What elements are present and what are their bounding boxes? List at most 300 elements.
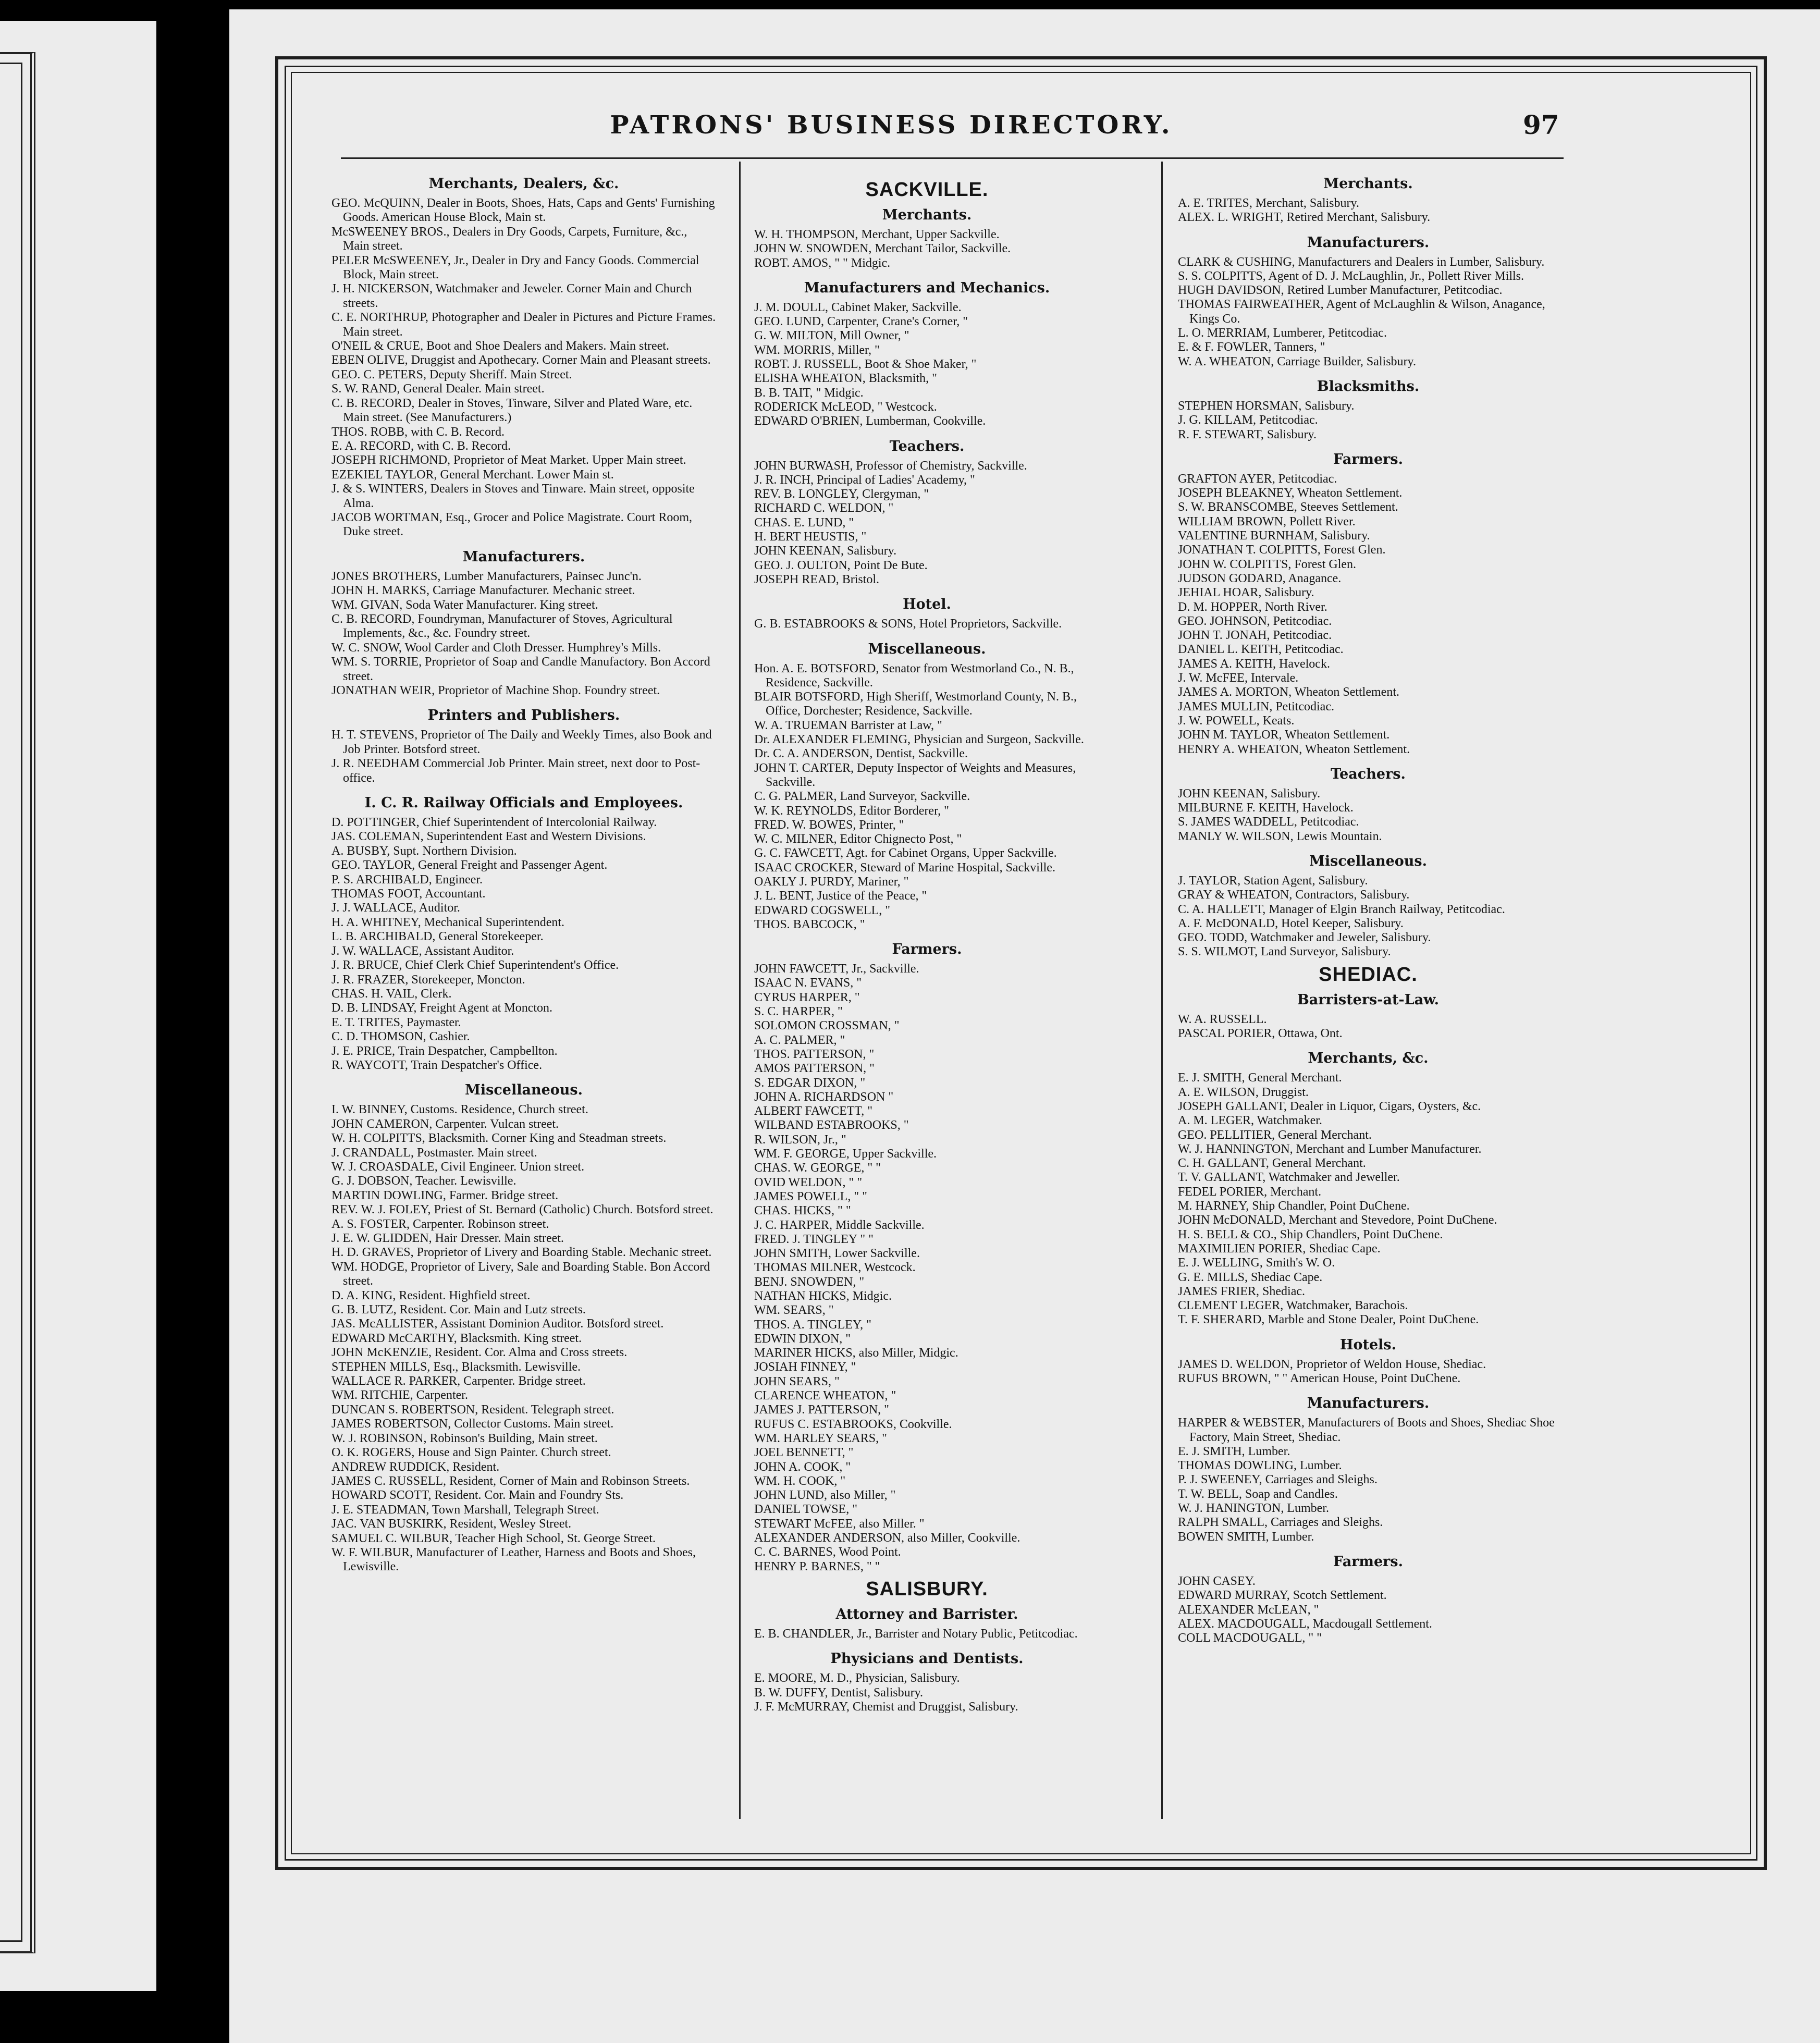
directory-entry: T. W. BELL, Soap and Candles. (1178, 1487, 1338, 1501)
middle-column (754, 175, 1100, 1714)
directory-entry: JAMES C. RUSSELL, Resident, Corner of Main and Robinson Streets. (331, 1474, 690, 1488)
directory-section (754, 640, 1100, 932)
page-title: PATRONS' BUSINESS DIRECTORY. (610, 110, 1173, 140)
directory-entry: D. B. LINDSAY, Freight Agent at Moncton. (331, 1001, 553, 1015)
section-heading: Merchants. (882, 207, 972, 223)
directory-entry: CLARK & CUSHING, Manufacturers and Dealers in Lumber, Salisbury. (1178, 255, 1545, 269)
directory-entry: ALEXANDER ANDERSON, also Miller, Cookville. (754, 1531, 1020, 1545)
directory-entry: JOHN T. JONAH, Petitcodiac. (1178, 629, 1332, 643)
directory-entry: THOMAS DOWLING, Lumber. (1178, 1459, 1342, 1473)
directory-entry: MARINER HICKS, also Miller, Midgic. (754, 1346, 958, 1360)
section-heading: Printers and Publishers. (427, 707, 620, 724)
directory-entry: OVID WELDON, " " (754, 1175, 863, 1189)
directory-entry: VALENTINE BURNHAM, Salisbury. (1178, 529, 1370, 543)
directory-entry: M. HARNEY, Ship Chandler, Point DuChene. (1178, 1199, 1410, 1213)
directory-entry: JAMES A. KEITH, Havelock. (1178, 657, 1330, 671)
directory-entry: ELISHA WHEATON, Blacksmith, " (754, 372, 937, 386)
directory-entry: ROBT. J. RUSSELL, Boot & Shoe Maker, " (754, 358, 977, 372)
directory-section (331, 706, 716, 785)
directory-entry: H. D. GRAVES, Proprietor of Livery and Boarding Stable. Mechanic street. (331, 1246, 712, 1260)
directory-entry: HUGH DAVIDSON, Retired Lumber Manufacturer, Petitcodiac. (1178, 284, 1503, 298)
directory-entry: L. O. MERRIAM, Lumberer, Petitcodiac. (1178, 326, 1387, 340)
directory-entry: DANIEL TOWSE, " (754, 1503, 857, 1517)
directory-entry: EZEKIEL TAYLOR, General Merchant. Lower Main st. (331, 467, 614, 482)
directory-entry: J. CRANDALL, Postmaster. Main street. (331, 1146, 537, 1160)
directory-entry: ALEXANDER McLEAN, " (1178, 1603, 1319, 1617)
directory-entry: JOHN LUND, also Miller, " (754, 1488, 896, 1503)
directory-entry: EBEN OLIVE, Druggist and Apothecary. Corner Main and Pleasant streets. (331, 353, 711, 367)
directory-entry: R. WAYCOTT, Train Despatcher's Office. (331, 1058, 543, 1072)
directory-entry: CHAS. H. VAIL, Clerk. (331, 987, 452, 1001)
directory-entry: A. E. TRITES, Merchant, Salisbury. (1178, 196, 1359, 210)
directory-entry: McSWEENEY BROS., Dealers in Dry Goods, Carpets, Furniture, &c., Main street. (331, 225, 687, 253)
directory-entry: Hon. A. E. BOTSFORD, Senator from Westmorland Co., N. B., Residence, Sackville. (754, 661, 1074, 690)
directory-entry: A. M. LEGER, Watchmaker. (1178, 1114, 1322, 1128)
directory-entry: REV. W. J. FOLEY, Priest of St. Bernard (Catholic) Church. Botsford street. (331, 1203, 714, 1217)
section-heading: Miscellaneous. (1309, 853, 1428, 869)
directory-entry: EDWARD COGSWELL, " (754, 903, 891, 917)
directory-entry: W. K. REYNOLDS, Editor Borderer, " (754, 804, 949, 818)
page-number: 97 (1523, 109, 1559, 140)
directory-entry: J. R. INCH, Principal of Ladies' Academy, " (754, 473, 975, 487)
directory-entry: MILBURNE F. KEITH, Havelock. (1178, 801, 1354, 815)
directory-entry: PELER McSWEENEY, Jr., Dealer in Dry and Fancy Goods. Commercial Block, Main street. (331, 253, 699, 282)
directory-entry: E. & F. FOWLER, Tanners, " (1178, 340, 1325, 354)
directory-entry: J. H. NICKERSON, Watchmaker and Jeweler. Corner Main and Church streets. (331, 282, 692, 310)
directory-entry: S. S. WILMOT, Land Surveyor, Salisbury. (1178, 945, 1391, 959)
directory-entry: STEPHEN HORSMAN, Salisbury. (1178, 399, 1355, 413)
section-heading: Manufacturers and Mechanics. (804, 279, 1050, 296)
directory-entry: JAMES A. MORTON, Wheaton Settlement. (1178, 685, 1399, 699)
directory-entry: GEO. JOHNSON, Petitcodiac. (1178, 614, 1332, 628)
section-heading: Farmers. (1333, 1553, 1403, 1570)
directory-entry: W. C. MILNER, Editor Chignecto Post, " (754, 832, 962, 846)
directory-entry: E. T. TRITES, Paymaster. (331, 1015, 461, 1029)
directory-entry: J. R. NEEDHAM Commercial Job Printer. Main street, next door to Post-office. (331, 757, 700, 785)
directory-entry: RUFUS BROWN, " " American House, Point DuChene. (1178, 1372, 1461, 1385)
directory-entry: A. S. FOSTER, Carpenter. Robinson street. (331, 1217, 549, 1231)
directory-entry: W. J. ROBINSON, Robinson's Building, Main street. (331, 1431, 598, 1445)
directory-entry: JOSIAH FINNEY, " (754, 1360, 856, 1374)
directory-section (1178, 1049, 1558, 1327)
header-rule (341, 157, 1564, 159)
directory-entry: WM. RITCHIE, Carpenter. (331, 1388, 468, 1402)
directory-entry: A. F. McDONALD, Hotel Keeper, Salisbury. (1178, 916, 1404, 930)
directory-entry: C. E. NORTHRUP, Photographer and Dealer in Pictures and Picture Frames. Main street. (331, 311, 716, 339)
directory-entry: EDWARD McCARTHY, Blacksmith. King street. (331, 1331, 582, 1345)
directory-entry: JOHN BURWASH, Professor of Chemistry, Sackville. (754, 459, 1027, 473)
directory-entry: S. EDGAR DIXON, " (754, 1076, 866, 1090)
directory-entry: JOHN McDONALD, Merchant and Stevedore, Point DuChene. (1178, 1213, 1497, 1227)
section-heading: Teachers. (889, 438, 965, 454)
directory-entry: S. S. COLPITTS, Agent of D. J. McLaughlin, Jr., Pollett River Mills. (1178, 269, 1524, 283)
directory-entry: JEHIAL HOAR, Salisbury. (1178, 586, 1314, 600)
directory-entry: S. W. BRANSCOMBE, Steeves Settlement. (1178, 500, 1398, 514)
directory-entry: JOHN CASEY. (1178, 1574, 1256, 1588)
directory-entry: J. G. KILLAM, Petitcodiac. (1178, 413, 1318, 427)
directory-entry: W. J. HANNINGTON, Merchant and Lumber Manufacturer. (1178, 1142, 1482, 1156)
directory-entry: HENRY P. BARNES, " " (754, 1559, 880, 1573)
section-heading: Merchants, Dealers, &c. (428, 176, 619, 192)
column-divider-right (1161, 162, 1163, 1819)
directory-entry: JOSEPH BLEAKNEY, Wheaton Settlement. (1178, 486, 1403, 500)
directory-entry: A. BUSBY, Supt. Northern Division. (331, 844, 517, 858)
directory-entry: A. E. WILSON, Druggist. (1178, 1085, 1309, 1099)
directory-entry: JOSEPH RICHMOND, Proprietor of Meat Market. Upper Main street. (331, 453, 686, 467)
directory-entry: THOMAS FAIRWEATHER, Agent of McLaughlin & Wilson, Anagance, Kings Co. (1178, 298, 1545, 326)
directory-entry: J. R. FRAZER, Storekeeper, Moncton. (331, 973, 525, 987)
directory-entry: J. TAYLOR, Station Agent, Salisbury. (1178, 873, 1368, 888)
directory-entry: C. B. RECORD, Foundryman, Manufacturer of Stoves, Agricultural Implements, &c., &c. Foundry street. (331, 612, 673, 641)
directory-entry: GEO. PELLITIER, General Merchant. (1178, 1128, 1372, 1142)
directory-entry: JAS. COLEMAN, Superintendent East and Western Divisions. (331, 830, 646, 844)
directory-entry: JOHN SEARS, " (754, 1374, 840, 1388)
directory-entry: E. MOORE, M. D., Physician, Salisbury. (754, 1671, 960, 1685)
directory-section (754, 940, 1100, 1574)
directory-entry: WM. HODGE, Proprietor of Livery, Sale and Boarding Stable. Bon Accord street. (331, 1260, 710, 1288)
directory-entry: AMOS PATTERSON, " (754, 1062, 875, 1076)
directory-entry: RALPH SMALL, Carriages and Sleighs. (1178, 1516, 1383, 1530)
directory-entry: JOHN H. MARKS, Carriage Manufacturer. Mechanic street. (331, 584, 635, 598)
section-heading: Merchants. (1323, 176, 1413, 192)
directory-entry: D. M. HOPPER, North River. (1178, 600, 1327, 614)
directory-section (1178, 1336, 1558, 1386)
town-heading: SHEDIAC. (1319, 963, 1418, 986)
directory-section (1178, 991, 1558, 1041)
directory-entry: ISAAC CROCKER, Steward of Marine Hospital, Sackville. (754, 860, 1055, 875)
directory-entry: JAMES POWELL, " " (754, 1189, 867, 1203)
directory-entry: FRED. W. BOWES, Printer, " (754, 818, 904, 832)
directory-entry: WM. SEARS, " (754, 1303, 834, 1318)
directory-entry: WM. H. COOK, " (754, 1474, 846, 1488)
directory-entry: COLL MACDOUGALL, " " (1178, 1631, 1322, 1645)
previous-page-inner-border (0, 63, 22, 1942)
directory-entry: E. A. RECORD, with C. B. Record. (331, 439, 511, 453)
directory-section (1178, 1553, 1558, 1645)
directory-entry: G. B. ESTABROOKS & SONS, Hotel Proprietors, Sackville. (754, 617, 1062, 631)
directory-entry: S. C. HARPER, " (754, 1005, 843, 1019)
directory-entry: STEPHEN MILLS, Esq., Blacksmith. Lewisville. (331, 1360, 581, 1374)
directory-entry: D. A. KING, Resident. Highfield street. (331, 1288, 531, 1302)
directory-entry: H. A. WHITNEY, Mechanical Superintendent. (331, 915, 565, 929)
directory-entry: JAMES J. PATTERSON, " (754, 1403, 889, 1417)
directory-entry: J. W. POWELL, Keats. (1178, 713, 1295, 728)
directory-entry: EDWARD MURRAY, Scotch Settlement. (1178, 1589, 1387, 1603)
directory-entry: HOWARD SCOTT, Resident. Cor. Main and Foundry Sts. (331, 1488, 624, 1503)
directory-entry: RODERICK McLEOD, " Westcock. (754, 400, 937, 414)
directory-entry: E. J. SMITH, Lumber. (1178, 1444, 1290, 1458)
directory-entry: WM. HARLEY SEARS, " (754, 1431, 887, 1445)
directory-section (1178, 1394, 1558, 1544)
directory-entry: THOS. PATTERSON, " (754, 1047, 875, 1061)
directory-entry: CHAS. HICKS, " " (754, 1204, 851, 1218)
directory-entry: NATHAN HICKS, Midgic. (754, 1289, 892, 1303)
directory-entry: W. C. SNOW, Wool Carder and Cloth Dresser. Humphrey's Mills. (331, 641, 661, 655)
directory-entry: C. A. HALLETT, Manager of Elgin Branch Railway, Petitcodiac. (1178, 902, 1505, 916)
directory-entry: ALBERT FAWCETT, " (754, 1104, 873, 1118)
directory-entry: HENRY A. WHEATON, Wheaton Settlement. (1178, 742, 1410, 756)
directory-entry: THOS. ROBB, with C. B. Record. (331, 425, 505, 439)
directory-entry: JACOB WORTMAN, Esq., Grocer and Police Magistrate. Court Room, Duke street. (331, 510, 693, 539)
section-heading: Miscellaneous. (868, 641, 986, 657)
directory-entry: THOS. BABCOCK, " (754, 917, 865, 931)
directory-section (754, 279, 1100, 429)
directory-entry: THOS. A. TINGLEY, " (754, 1318, 871, 1332)
directory-section (754, 177, 1100, 203)
directory-entry: G. W. MILTON, Mill Owner, " (754, 329, 909, 343)
directory-entry: JUDSON GODARD, Anagance. (1178, 571, 1342, 585)
directory-section (1178, 450, 1558, 757)
directory-entry: DANIEL L. KEITH, Petitcodiac. (1178, 643, 1344, 657)
directory-entry: JONATHAN T. COLPITTS, Forest Glen. (1178, 543, 1386, 557)
directory-entry: J. W. McFEE, Intervale. (1178, 671, 1299, 685)
directory-entry: S. W. RAND, General Dealer. Main street. (331, 382, 545, 396)
directory-entry: WALLACE R. PARKER, Carpenter. Bridge street. (331, 1374, 586, 1388)
directory-entry: JOHN FAWCETT, Jr., Sackville. (754, 962, 919, 976)
section-heading: I. C. R. Railway Officials and Employees. (364, 795, 683, 811)
directory-entry: R. F. STEWART, Salisbury. (1178, 427, 1317, 441)
directory-entry: CHAS. E. LUND, " (754, 515, 854, 530)
section-heading: Attorney and Barrister. (835, 1606, 1018, 1622)
directory-entry: ISAAC N. EVANS, " (754, 976, 862, 990)
right-column (1178, 175, 1558, 1645)
directory-entry: GEO. TODD, Watchmaker and Jeweler, Salisbury. (1178, 931, 1431, 945)
directory-entry: S. JAMES WADDELL, Petitcodiac. (1178, 815, 1359, 829)
directory-entry: W. J. HANINGTON, Lumber. (1178, 1502, 1329, 1516)
directory-entry: J. R. BRUCE, Chief Clerk Chief Superintendent's Office. (331, 958, 619, 973)
directory-entry: P. J. SWEENEY, Carriages and Sleighs. (1178, 1473, 1378, 1487)
directory-entry: WM. MORRIS, Miller, " (754, 343, 880, 357)
directory-entry: JOHN SMITH, Lower Sackville. (754, 1247, 920, 1261)
directory-entry: Dr. ALEXANDER FLEMING, Physician and Surgeon, Sackville. (754, 733, 1084, 747)
directory-entry: MANLY W. WILSON, Lewis Mountain. (1178, 829, 1382, 843)
directory-entry: JOHN McKENZIE, Resident. Cor. Alma and Cross streets. (331, 1346, 628, 1360)
directory-entry: C. G. PALMER, Land Surveyor, Sackville. (754, 790, 970, 804)
directory-entry: JAMES MULLIN, Petitcodiac. (1178, 699, 1334, 713)
section-heading: Manufacturers. (1307, 1395, 1430, 1412)
directory-entry: D. POTTINGER, Chief Superintendent of Intercolonial Railway. (331, 816, 657, 830)
directory-entry: RUFUS C. ESTABROOKS, Cookville. (754, 1417, 952, 1431)
directory-section (331, 794, 716, 1073)
directory-entry: JONES BROTHERS, Lumber Manufacturers, Painsec Junc'n. (331, 569, 642, 583)
directory-section (754, 437, 1100, 587)
directory-entry: JAMES ROBERTSON, Collector Customs. Main street. (331, 1417, 614, 1431)
directory-entry: C. D. THOMSON, Cashier. (331, 1030, 470, 1044)
directory-entry: OAKLY J. PURDY, Mariner, " (754, 875, 909, 889)
directory-entry: O. K. ROGERS, House and Sign Painter. Church street. (331, 1446, 611, 1460)
section-heading: Farmers. (1333, 451, 1403, 467)
directory-entry: CLEMENT LEGER, Watchmaker, Barachois. (1178, 1299, 1408, 1313)
directory-entry: ROBT. AMOS, " " Midgic. (754, 256, 891, 270)
directory-entry: A. C. PALMER, " (754, 1033, 845, 1047)
directory-entry: H. T. STEVENS, Proprietor of The Daily and Weekly Times, also Book and Job Printer. Botsford street. (331, 728, 712, 756)
town-heading: SALISBURY. (866, 1578, 988, 1600)
directory-entry: G. B. LUTZ, Resident. Cor. Main and Lutz streets. (331, 1303, 586, 1317)
directory-section (331, 548, 716, 698)
directory-entry: EDWARD O'BRIEN, Lumberman, Cookville. (754, 414, 986, 428)
directory-entry: MARTIN DOWLING, Farmer. Bridge street. (331, 1188, 559, 1202)
directory-entry: WILBAND ESTABROOKS, " (754, 1118, 909, 1133)
directory-entry: EDWIN DIXON, " (754, 1332, 851, 1346)
directory-entry: DUNCAN S. ROBERTSON, Resident. Telegraph street. (331, 1402, 614, 1417)
directory-entry: JOSEPH READ, Bristol. (754, 572, 880, 586)
directory-entry: B. B. TAIT, " Midgic. (754, 386, 864, 400)
directory-section (1178, 765, 1558, 844)
directory-entry: GEO. J. OULTON, Point De Bute. (754, 558, 928, 572)
directory-entry: JOSEPH GALLANT, Dealer in Liquor, Cigars, Oysters, &c. (1178, 1099, 1481, 1113)
column-divider-left (739, 162, 741, 1819)
directory-entry: BENJ. SNOWDEN, " (754, 1275, 865, 1289)
directory-entry: JAMES D. WELDON, Proprietor of Weldon House, Shediac. (1178, 1357, 1486, 1371)
directory-entry: WM. F. GEORGE, Upper Sackville. (754, 1147, 937, 1161)
directory-entry: W. A. RUSSELL. (1178, 1012, 1267, 1026)
directory-entry: ANDREW RUDDICK, Resident. (331, 1460, 500, 1474)
directory-entry: SAMUEL C. WILBUR, Teacher High School, St. George Street. (331, 1531, 656, 1545)
directory-section (1178, 962, 1558, 988)
directory-entry: G. J. DOBSON, Teacher. Lewisville. (331, 1174, 517, 1188)
directory-entry: GRAY & WHEATON, Contractors, Salisbury. (1178, 888, 1410, 902)
directory-entry: E. B. CHANDLER, Jr., Barrister and Notary Public, Petitcodiac. (754, 1627, 1078, 1641)
directory-entry: C. H. GALLANT, General Merchant. (1178, 1156, 1366, 1171)
directory-entry: JOHN W. SNOWDEN, Merchant Tailor, Sackville. (754, 242, 1011, 256)
directory-entry: H. BERT HEUSTIS, " (754, 530, 867, 544)
directory-entry: ALEX. MACDOUGALL, Macdougall Settlement. (1178, 1617, 1432, 1631)
directory-entry: THOMAS MILNER, Westcock. (754, 1261, 916, 1275)
directory-entry: CYRUS HARPER, " (754, 990, 860, 1004)
directory-entry: C. C. BARNES, Wood Point. (754, 1545, 901, 1559)
directory-entry: P. S. ARCHIBALD, Engineer. (331, 872, 483, 887)
directory-entry: B. W. DUFFY, Dentist, Salisbury. (754, 1685, 924, 1700)
directory-entry: H. S. BELL & CO., Ship Chandlers, Point DuChene. (1178, 1227, 1443, 1241)
directory-entry: ALEX. L. WRIGHT, Retired Merchant, Salisbury. (1178, 211, 1431, 225)
directory-entry: J. W. WALLACE, Assistant Auditor. (331, 944, 514, 958)
directory-section (754, 206, 1100, 270)
directory-entry: R. WILSON, Jr., " (754, 1133, 846, 1147)
directory-entry: JAMES FRIER, Shediac. (1178, 1284, 1306, 1298)
directory-entry: J. L. BENT, Justice of the Peace, " (754, 889, 927, 903)
directory-section (1178, 175, 1558, 225)
section-heading: Barristers-at-Law. (1297, 991, 1440, 1008)
directory-entry: W. J. CROASDALE, Civil Engineer. Union street. (331, 1160, 585, 1174)
directory-entry: GEO. McQUINN, Dealer in Boots, Shoes, Hats, Caps and Gents' Furnishing Goods. American House Block, Main st. (331, 196, 715, 225)
section-heading: Miscellaneous. (464, 1082, 583, 1099)
directory-entry: WM. GIVAN, Soda Water Manufacturer. King street. (331, 598, 598, 612)
directory-entry: MAXIMILIEN PORIER, Shediac Cape. (1178, 1241, 1381, 1256)
section-heading: Physicians and Dentists. (830, 1651, 1024, 1667)
section-heading: Hotel. (903, 596, 951, 613)
section-heading: Hotels. (1339, 1336, 1397, 1353)
directory-entry: Dr. C. A. ANDERSON, Dentist, Sackville. (754, 747, 968, 761)
directory-entry: WILLIAM BROWN, Pollett River. (1178, 514, 1356, 528)
directory-section (331, 1081, 716, 1574)
directory-section (754, 1605, 1100, 1641)
directory-entry: W. A. WHEATON, Carriage Builder, Salisbury. (1178, 354, 1416, 368)
directory-section (1178, 852, 1558, 959)
directory-entry: GRAFTON AYER, Petitcodiac. (1178, 472, 1337, 486)
directory-entry: RICHARD C. WELDON, " (754, 501, 894, 515)
directory-entry: GEO. TAYLOR, General Freight and Passenger Agent. (331, 858, 608, 872)
directory-entry: J. M. DOULL, Cabinet Maker, Sackville. (754, 300, 962, 314)
directory-entry: JOEL BENNETT, " (754, 1446, 854, 1460)
directory-entry: FRED. J. TINGLEY " " (754, 1232, 874, 1246)
directory-entry: JAS. McALLISTER, Assistant Dominion Auditor. Botsford street. (331, 1317, 664, 1331)
directory-entry: J. E. PRICE, Train Despatcher, Campbellton. (331, 1044, 558, 1058)
directory-entry: JOHN M. TAYLOR, Wheaton Settlement. (1178, 728, 1390, 742)
section-heading: Manufacturers. (1307, 234, 1430, 251)
section-heading: Farmers. (892, 941, 962, 958)
directory-entry: JOHN CAMERON, Carpenter. Vulcan street. (331, 1117, 559, 1131)
directory-entry: G. C. FAWCETT, Agt. for Cabinet Organs, Upper Sackville. (754, 846, 1057, 860)
directory-entry: J. & S. WINTERS, Dealers in Stoves and Tinware. Main street, opposite Alma. (331, 482, 695, 510)
directory-entry: W. F. WILBUR, Manufacturer of Leather, Harness and Boots and Shoes, Lewisville. (331, 1545, 696, 1574)
directory-entry: J. E. STEADMAN, Town Marshall, Telegraph Street. (331, 1503, 599, 1517)
directory-entry: REV. B. LONGLEY, Clergyman, " (754, 487, 929, 501)
directory-entry: T. V. GALLANT, Watchmaker and Jeweller. (1178, 1171, 1400, 1185)
directory-entry: JOHN A. RICHARDSON " (754, 1090, 894, 1104)
directory-section (331, 175, 716, 539)
directory-entry: FEDEL PORIER, Merchant. (1178, 1185, 1322, 1199)
directory-entry: GEO. C. PETERS, Deputy Sheriff. Main Street. (331, 367, 572, 381)
section-heading: Manufacturers. (462, 548, 585, 565)
directory-entry: JOHN W. COLPITTS, Forest Glen. (1178, 557, 1357, 571)
directory-entry: STEWART McFEE, also Miller. " (754, 1517, 925, 1531)
directory-entry: WM. S. TORRIE, Proprietor of Soap and Candle Manufactory. Bon Accord street. (331, 655, 710, 683)
directory-entry: J. E. W. GLIDDEN, Hair Dresser. Main street. (331, 1232, 564, 1245)
directory-entry: JONATHAN WEIR, Proprietor of Machine Shop. Foundry street. (331, 684, 660, 697)
directory-entry: T. F. SHERARD, Marble and Stone Dealer, Point DuChene. (1178, 1313, 1479, 1327)
directory-entry: JOHN A. COOK, " (754, 1460, 851, 1474)
directory-entry: G. E. MILLS, Shediac Cape. (1178, 1270, 1323, 1284)
directory-section (754, 1650, 1100, 1714)
directory-entry: HARPER & WEBSTER, Manufacturers of Boots and Shoes, Shediac Shoe Factory, Main Street, Shediac. (1178, 1416, 1555, 1444)
directory-entry: SOLOMON CROSSMAN, " (754, 1019, 900, 1033)
section-heading: Teachers. (1331, 766, 1406, 782)
directory-entry: J. F. McMURRAY, Chemist and Druggist, Salisbury. (754, 1700, 1018, 1714)
directory-entry: C. B. RECORD, Dealer in Stoves, Tinware, Silver and Plated Ware, etc. Main street. (See Manufacturers.) (331, 396, 693, 425)
directory-section (1178, 233, 1558, 369)
directory-section (754, 595, 1100, 631)
directory-entry: CHAS. W. GEORGE, " " (754, 1161, 881, 1175)
town-heading: SACKVILLE. (865, 179, 989, 201)
directory-entry: BLAIR BOTSFORD, High Sheriff, Westmorland County, N. B., Office, Dorchester; Residence, Sackville. (754, 690, 1077, 718)
directory-entry: O'NEIL & CRUE, Boot and Shoe Dealers and Makers. Main street. (331, 339, 669, 353)
section-heading: Blacksmiths. (1317, 378, 1420, 395)
directory-entry: J. C. HARPER, Middle Sackville. (754, 1218, 925, 1232)
directory-entry: I. W. BINNEY, Customs. Residence, Church street. (331, 1103, 588, 1117)
previous-page-edge (0, 21, 156, 1991)
directory-entry: JAC. VAN BUSKIRK, Resident, Wesley Street. (331, 1517, 572, 1531)
section-heading: Merchants, &c. (1308, 1050, 1429, 1067)
directory-entry: E. J. WELLING, Smith's W. O. (1178, 1256, 1335, 1270)
directory-entry: PASCAL PORIER, Ottawa, Ont. (1178, 1027, 1343, 1041)
directory-entry: THOMAS FOOT, Accountant. (331, 887, 486, 901)
directory-entry: L. B. ARCHIBALD, General Storekeeper. (331, 930, 544, 944)
directory-entry: J. J. WALLACE, Auditor. (331, 901, 460, 915)
directory-entry: JOHN KEENAN, Salisbury. (1178, 786, 1321, 801)
directory-entry: CLARENCE WHEATON, " (754, 1389, 896, 1403)
directory-entry: JOHN KEENAN, Salisbury. (754, 544, 897, 558)
directory-entry: GEO. LUND, Carpenter, Crane's Corner, " (754, 315, 968, 329)
directory-entry: W. H. THOMPSON, Merchant, Upper Sackville. (754, 228, 1000, 241)
directory-section (754, 1576, 1100, 1602)
left-column (331, 175, 716, 1574)
directory-entry: BOWEN SMITH, Lumber. (1178, 1530, 1314, 1544)
directory-entry: JOHN T. CARTER, Deputy Inspector of Weights and Measures, Sackville. (754, 761, 1076, 789)
directory-section (1178, 377, 1558, 442)
directory-entry: W. A. TRUEMAN Barrister at Law, " (754, 718, 942, 732)
directory-entry: E. J. SMITH, General Merchant. (1178, 1071, 1342, 1085)
directory-entry: W. H. COLPITTS, Blacksmith. Corner King and Steadman streets. (331, 1131, 667, 1146)
